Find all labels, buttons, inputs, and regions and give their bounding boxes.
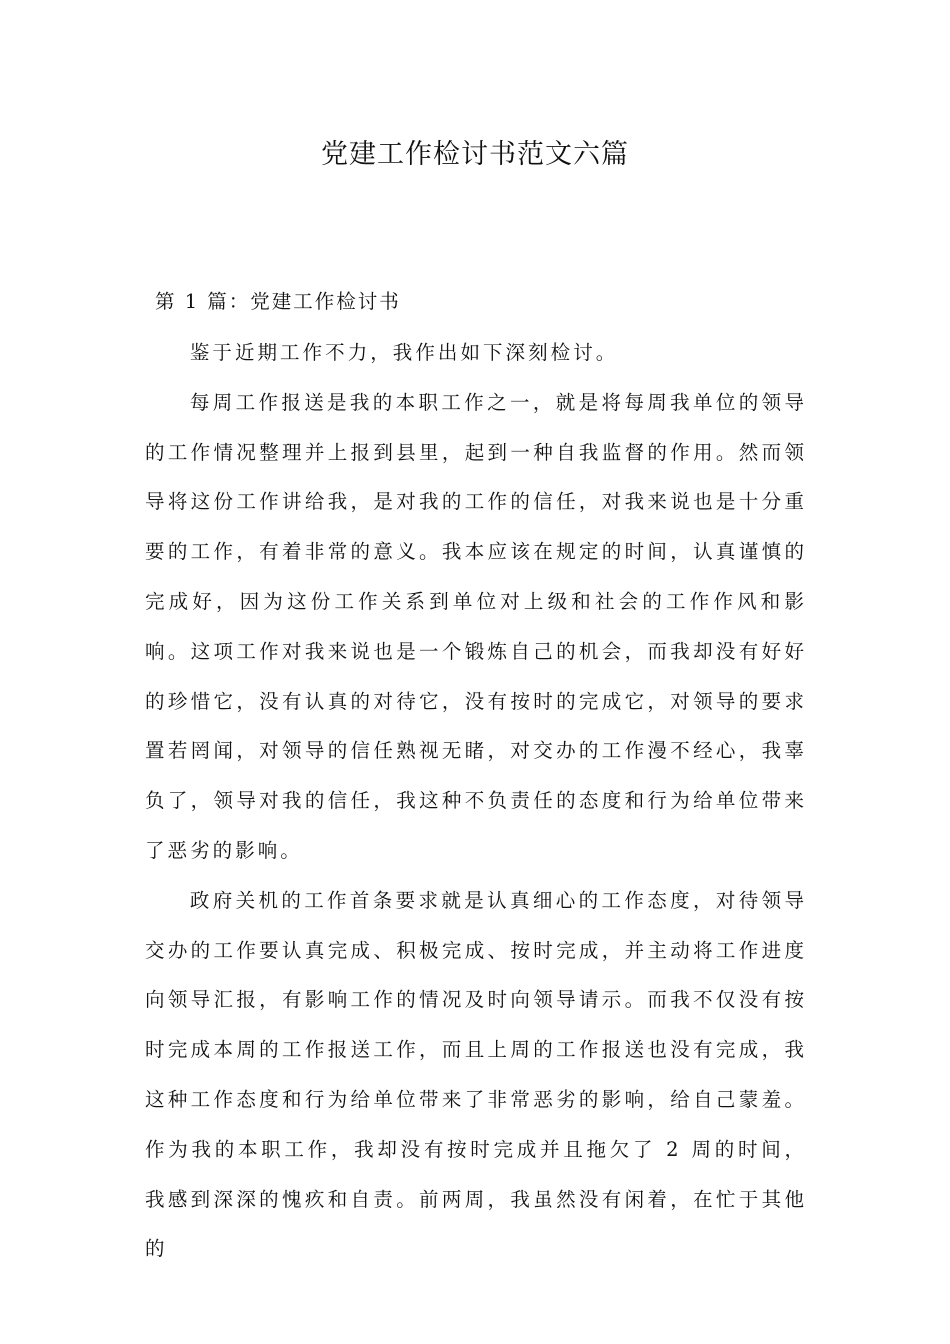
paragraph-2: 每周工作报送是我的本职工作之一，就是将每周我单位的领导的工作情况整理并上报到县里，起到一种自我监督的作用。然而领导将这份工作讲给我，是对我的工作的信任，对我来说也是十分重要的工作，有着非常的意义。我本应该在规定的时间，认真谨慎的完成好，因为这份工作关系到单位对上级和社会的工作作风和影响。这项工作对我来说也是一个锻炼自己的机会，而我却没有好好的珍惜它，没有认真的对待它，没有按时的完成它，对领导的要求置若罔闻，对领导的信任熟视无睹，对交办的工作漫不经心，我辜负了，领导对我的信任，我这种不负责任的态度和行为给单位带来了恶劣的影响。 bbox=[145, 390, 807, 862]
section-heading: 第 1 篇：党建工作检讨书 bbox=[155, 290, 401, 313]
paragraph-3: 政府关机的工作首条要求就是认真细心的工作态度，对待领导交办的工作要认真完成、积极完成、按时完成，并主动将工作进度向领导汇报，有影响工作的情况及时向领导请示。而我不仅没有按时完成本周的工作报送工作，而且上周的工作报送也没有完成，我这种工作态度和行为给单位带来了非常恶劣的影响，给自己蒙羞。作为我的本职工作，我却没有按时完成并且拖欠了 2 周的时间，我感到深深的愧疚和自责。前两周，我虽然没有闲着，在忙于其他的 bbox=[145, 888, 807, 1261]
document-title: 党建工作检讨书范文六篇 bbox=[321, 139, 629, 170]
document-body bbox=[145, 282, 807, 1274]
paragraph-1: 鉴于近期工作不力，我作出如下深刻检讨。 bbox=[189, 341, 619, 364]
